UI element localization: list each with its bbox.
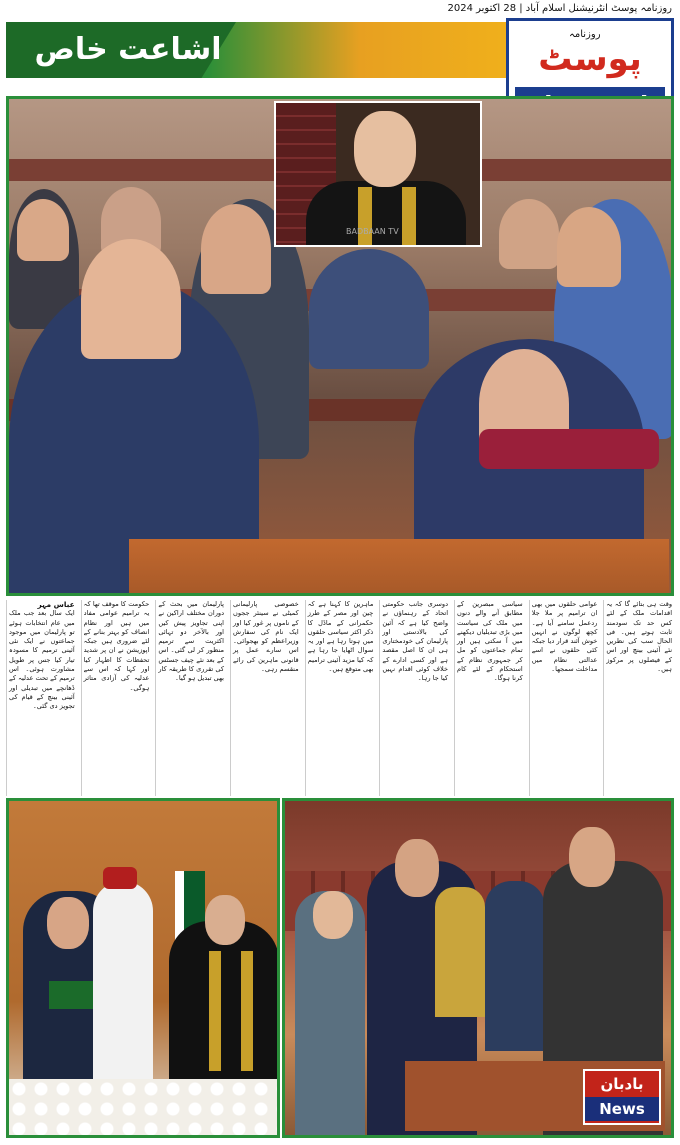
hero-photo bbox=[6, 96, 674, 596]
robe-trim bbox=[241, 951, 253, 1071]
person-face bbox=[557, 207, 621, 287]
robe-trim bbox=[358, 187, 372, 247]
byline: عباس مہر bbox=[37, 600, 75, 609]
judge-face bbox=[354, 111, 416, 187]
person-figure bbox=[435, 887, 485, 1017]
robe-trim bbox=[209, 951, 221, 1071]
column-text: پارلیمان میں بحث کے دوران مختلف اراکین نے اپنی تجاویز پیش کیں اور بالآخر دو تہائی اکثریت سے ترمیم منظور کر لی گئی۔ اس کے بعد نئے چیف جسٹس کی تقرری کا طریقہ کار بھی تبدیل ہو گیا۔ bbox=[158, 600, 225, 683]
column-text: حکومت کا موقف تھا کہ یہ ترامیم عوامی مفاد میں ہیں اور نظام انصاف کو بہتر بنانے کے لئے ضروری ہیں جبکہ اپوزیشن نے ان پر شدید تحفظات کا اظہار کیا اور کہا کہ اس سے عدلیہ کی آزادی متاثر ہوگی۔ bbox=[83, 600, 150, 692]
person-face bbox=[201, 204, 271, 294]
person-face bbox=[395, 839, 439, 897]
person-face bbox=[205, 895, 245, 945]
article-column bbox=[81, 600, 152, 796]
column-text: سیاسی مبصرین کے مطابق آنے والے دنوں میں ملک کی سیاست میں بڑی تبدیلیاں دیکھنے میں آ سکتی ہیں اور تمام جماعتوں کو مل کر جمہوری نظام کے استحکام کے لئے کام کرنا ہوگا۔ bbox=[457, 600, 523, 683]
header bbox=[6, 18, 674, 94]
article-column bbox=[603, 600, 674, 796]
person-face bbox=[47, 897, 89, 949]
desk bbox=[129, 539, 669, 596]
guard-turban bbox=[103, 867, 137, 889]
person-figure bbox=[309, 249, 429, 369]
column-text: ایک سال بعد جب ملک میں عام انتخابات ہوئے تو پارلیمان میں موجود جماعتوں نے ایک نئی آئینی ترمیم کا مسودہ تیار کیا جس پر طویل مشاورت ہوئی۔ اس ترمیم کے تحت عدلیہ کے ڈھانچے میں تبدیلی اور آئینی بینچ کے قیام کی تجویز دی گئی۔ bbox=[9, 609, 75, 711]
dateline bbox=[0, 0, 680, 18]
scarf bbox=[479, 429, 659, 469]
guard-figure bbox=[93, 881, 153, 1081]
logo-main-text: پوسٹ bbox=[538, 39, 642, 79]
column-text: عوامی حلقوں میں بھی ان ترامیم پر ملا جلا ردعمل سامنے آیا ہے۔ کچھ لوگوں نے انہیں خوش آئند قرار دیا جبکہ کئی حلقوں نے اسے عدالتی نظام میں مداخلت سمجھا۔ bbox=[531, 600, 598, 674]
special-edition-band bbox=[6, 22, 511, 78]
article-column bbox=[305, 600, 376, 796]
article-column bbox=[529, 600, 600, 796]
dateline-text: روزنامہ پوسٹ انٹرنیشنل اسلام آباد | 28 اکتوبر 2024 bbox=[447, 3, 672, 14]
article-column bbox=[6, 600, 77, 796]
person-face bbox=[17, 199, 69, 261]
column-text: خصوصی پارلیمانی کمیٹی نے سینئر ججوں کے ناموں پر غور کیا اور ایک نام کی سفارش وزیراعظم کو بھجوائی۔ اس سارے عمل پر قانونی ماہرین کی رائے منقسم رہی۔ bbox=[233, 600, 299, 674]
person-face bbox=[81, 239, 181, 359]
column-text: وقت ہی بتائے گا کہ یہ اقدامات ملک کے لئے کس حد تک سودمند ثابت ہوتے ہیں۔ فی الحال سب کی نظریں نئے آئینی بینچ اور اس کے فیصلوں پر مرکوز ہیں۔ bbox=[606, 600, 673, 674]
article-column bbox=[155, 600, 226, 796]
logo-small-text: روزنامہ bbox=[569, 29, 601, 40]
article-column bbox=[454, 600, 525, 796]
article-column bbox=[379, 600, 450, 796]
column-text: دوسری جانب حکومتی اتحاد کے رہنماؤں نے واضح کیا ہے کہ آئین کی بالادستی اور پارلیمان کی خودمختاری ہی ان کا اصل مقصد ہے اور کسی ادارے کے خلاف کوئی اقدام نہیں کیا جا رہا۔ bbox=[382, 600, 449, 683]
badbaan-news-logo bbox=[583, 1069, 661, 1125]
robe-trim bbox=[402, 187, 416, 247]
article-column bbox=[230, 600, 301, 796]
flower-arrangement bbox=[9, 1079, 277, 1135]
person-face bbox=[569, 827, 615, 887]
inset-watermark: BADBAAN TV bbox=[346, 227, 399, 236]
parliament-greeting-photo bbox=[282, 798, 674, 1138]
oath-ceremony-photo bbox=[6, 798, 280, 1138]
logo-urdu: بادبان bbox=[600, 1075, 644, 1093]
person-face bbox=[499, 199, 559, 269]
special-edition-title: اشاعت خاص bbox=[34, 32, 222, 67]
article-body bbox=[6, 600, 674, 796]
person-face bbox=[313, 891, 353, 939]
column-text: ماہرین کا کہنا ہے کہ چین اور مصر کے طرز حکمرانی کے ماڈل کا ذکر اکثر سیاسی حلقوں میں ہوتا رہا ہے اور یہ سوال اٹھایا جا رہا ہے کہ کیا مزید آئینی ترامیم بھی متوقع ہیں۔ bbox=[307, 600, 374, 674]
logo-news: News bbox=[585, 1097, 659, 1121]
inset-photo bbox=[274, 101, 482, 247]
judge-robe bbox=[306, 181, 466, 247]
person-figure bbox=[485, 881, 545, 1051]
